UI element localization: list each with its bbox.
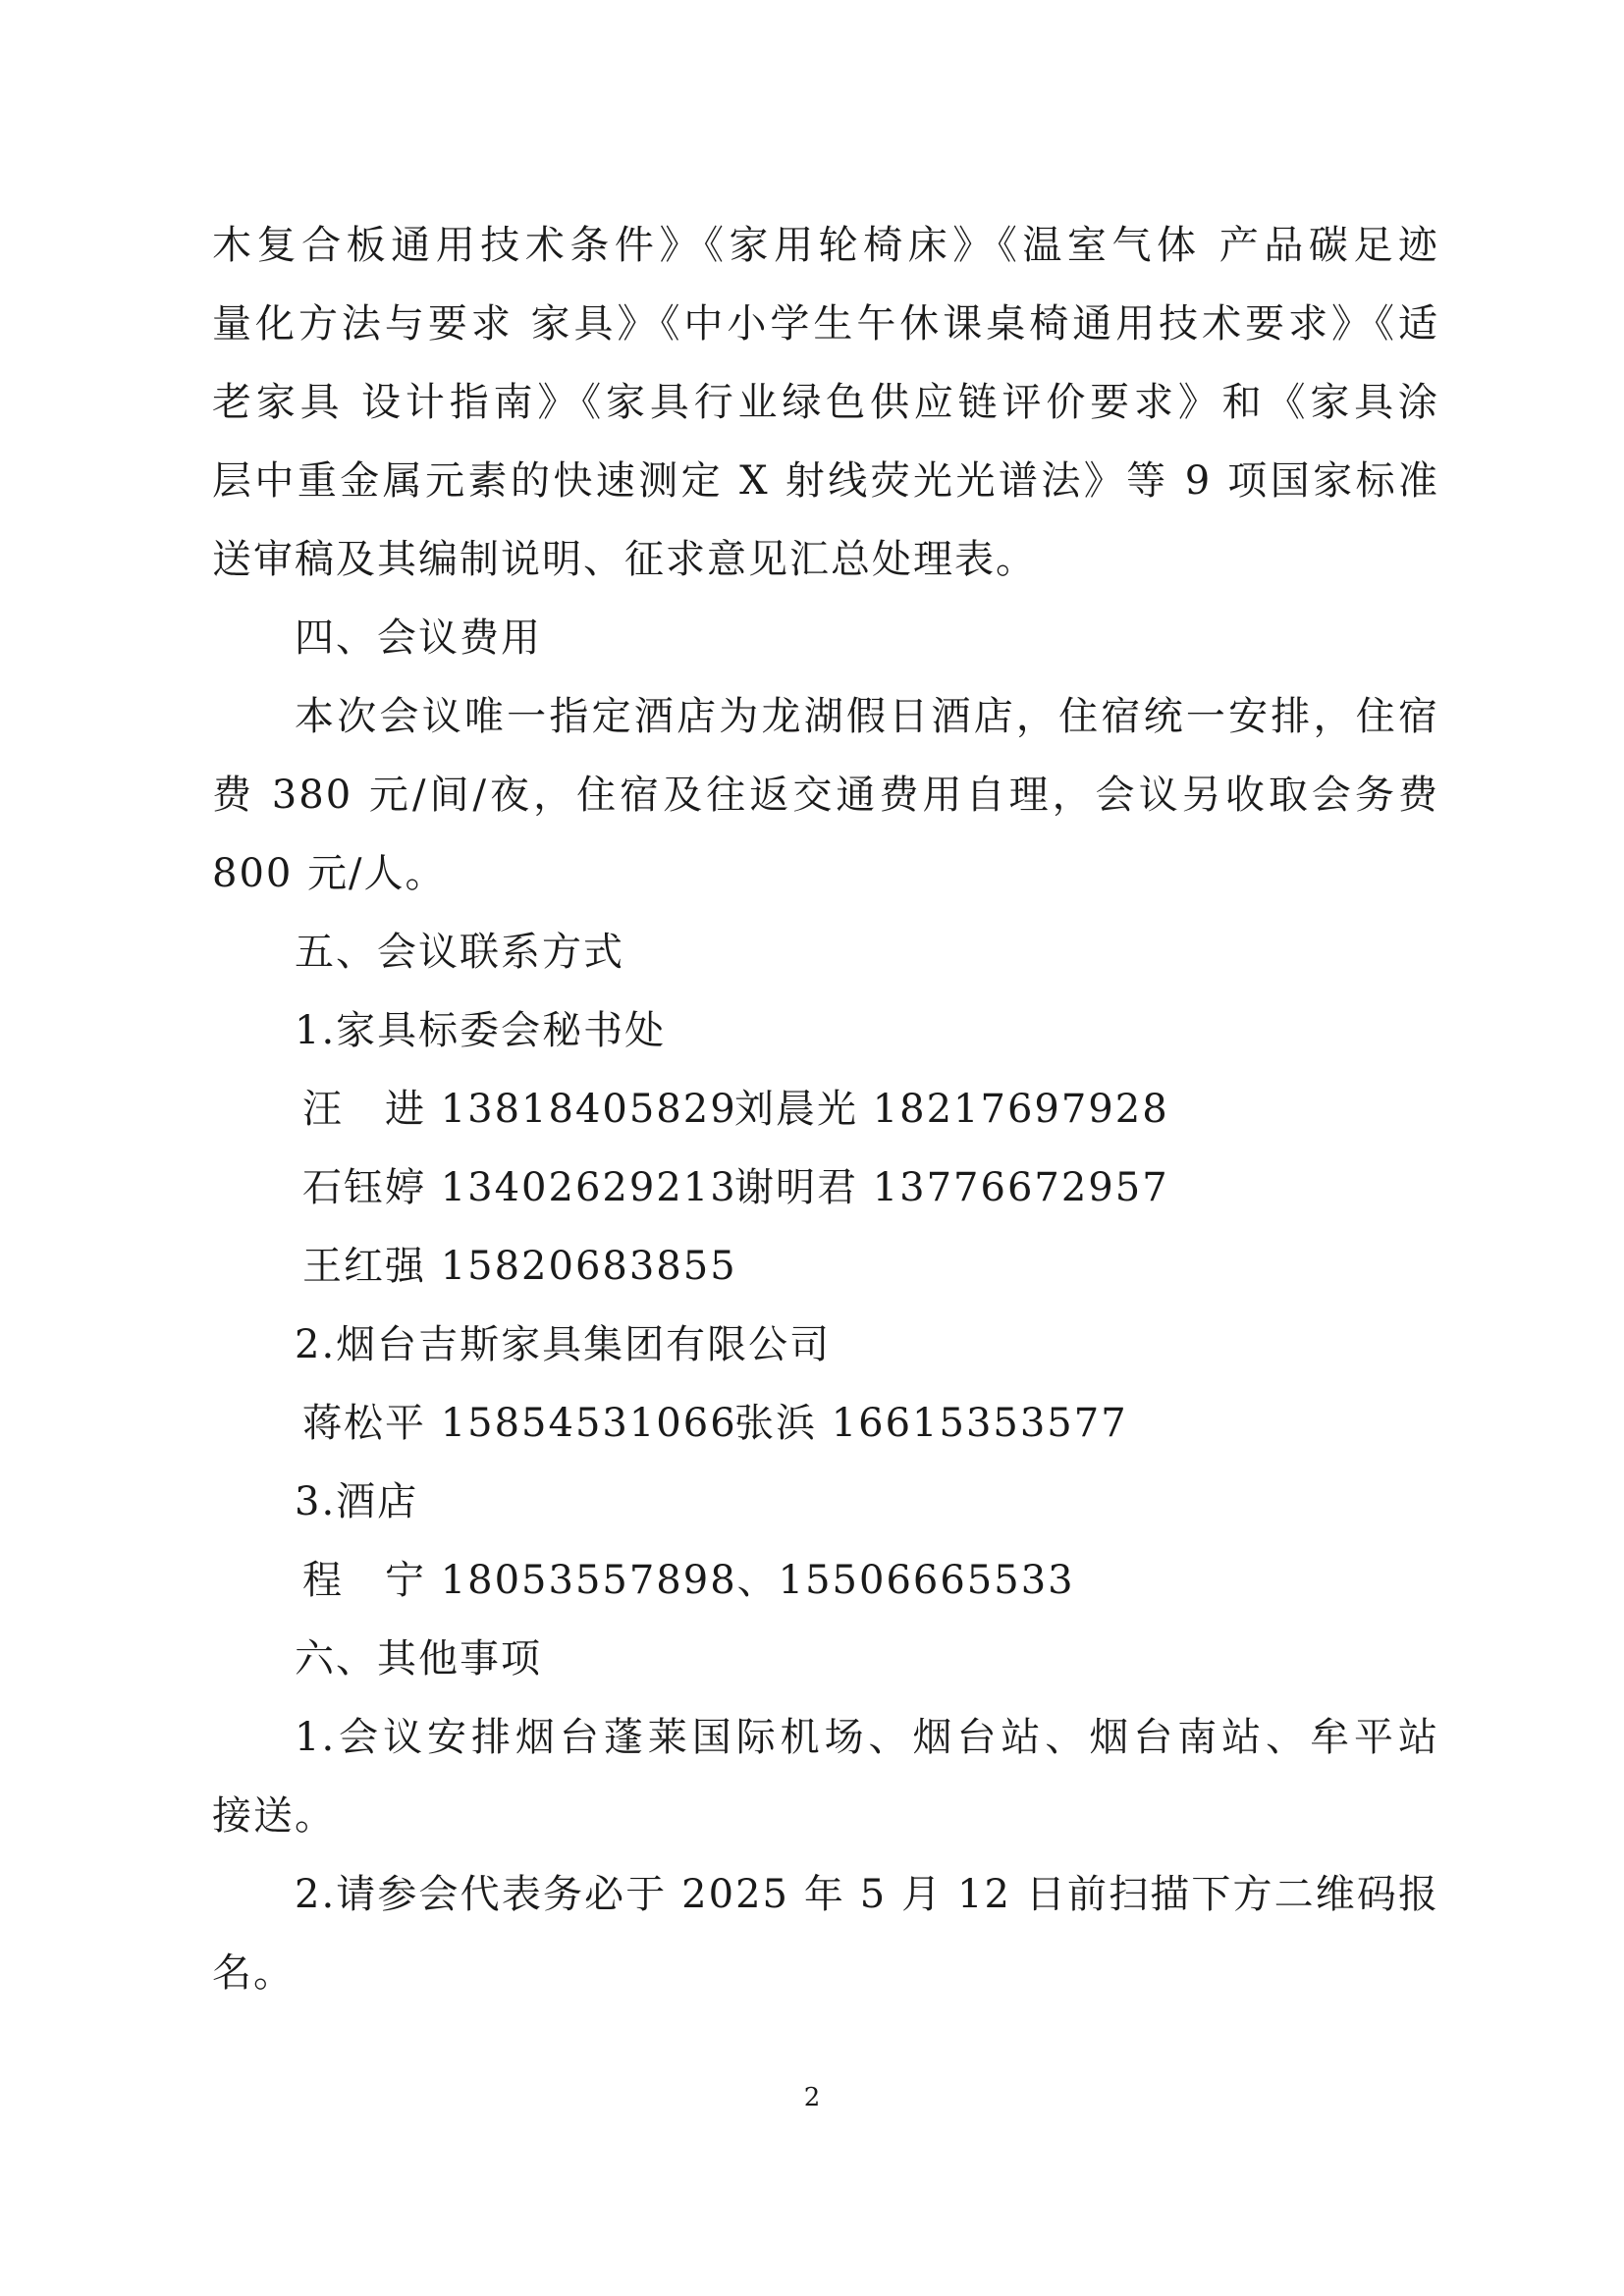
contact-entry: 蒋松平 15854531066 [302,1401,737,1446]
paragraph-line: 本次会议唯一指定酒店为龙湖假日酒店，住宿统一安排，住宿 [295,694,1439,739]
paragraph-line: 接送。 [212,1793,336,1839]
contact-group-title: 2.烟台吉斯家具集团有限公司 [295,1322,832,1367]
paragraph-line: 800 元/人。 [212,851,447,896]
contact-entry: 谢明君 13776672957 [734,1165,1169,1210]
contact-entry: 刘晨光 18217697928 [734,1087,1169,1132]
paragraph-line: 2.请参会代表务必于 2025 年 5 月 12 日前扫描下方二维码报 [295,1872,1439,1917]
contact-row [212,1148,1439,1227]
contact-entry: 王红强 15820683855 [302,1244,737,1289]
contact-row [212,1541,1439,1620]
document-page [212,206,1439,2012]
paragraph-line: 层中重金属元素的快速测定 X 射线荧光光谱法》等 9 项国家标准 [212,458,1439,504]
contact-entry: 程 宁 18053557898、15506665533 [302,1558,1075,1603]
contact-row [212,1384,1439,1463]
paragraph-line: 1.会议安排烟台蓬莱国际机场、烟台站、烟台南站、牟平站 [295,1715,1439,1760]
paragraph-line: 名。 [212,1950,295,1996]
contact-row [212,1070,1439,1148]
page-number: 2 [803,2083,821,2112]
paragraph-line: 老家具 设计指南》《家具行业绿色供应链评价要求》和《家具涂 [212,380,1439,425]
section-heading-other: 六、其他事项 [295,1636,542,1682]
contact-entry: 汪 进 13818405829 [302,1087,737,1132]
contact-row [212,1227,1439,1306]
paragraph-line: 费 380 元/间/夜，住宿及往返交通费用自理，会议另收取会务费 [212,773,1439,818]
section-heading-contacts: 五、会议联系方式 [295,930,624,975]
contact-entry: 张浜 16615353577 [734,1401,1128,1446]
paragraph-line: 量化方法与要求 家具》《中小学生午休课桌椅通用技术要求》《适 [212,301,1439,347]
paragraph-line: 送审稿及其编制说明、征求意见汇总处理表。 [212,537,1037,582]
contact-group-title: 1.家具标委会秘书处 [295,1008,667,1053]
contact-entry: 石钰婷 13402629213 [302,1165,737,1210]
section-heading-fees: 四、会议费用 [295,615,542,661]
contact-group-title: 3.酒店 [295,1479,419,1524]
paragraph-line: 木复合板通用技术条件》《家用轮椅床》《温室气体 产品碳足迹 [212,223,1439,268]
